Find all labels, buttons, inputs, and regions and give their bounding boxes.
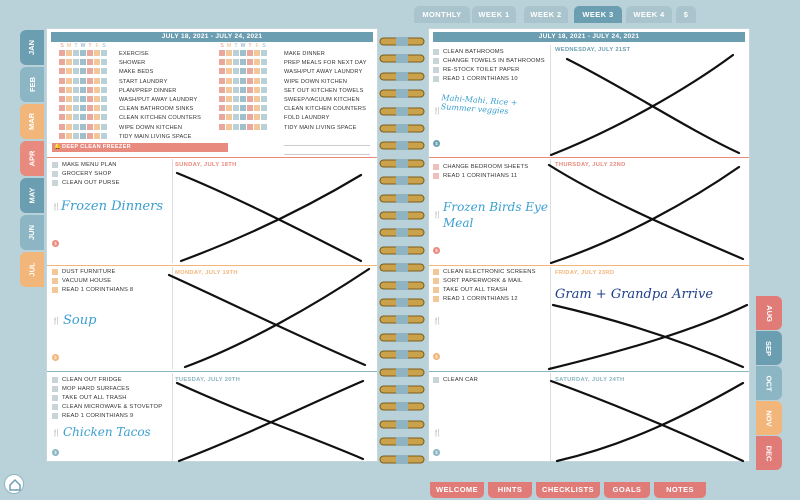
meal-note-thursday: Frozen Birds Eye Meal	[443, 200, 548, 230]
month-tab-mar[interactable]: MAR	[20, 104, 44, 139]
fork-knife-icon: 🍴	[52, 430, 61, 437]
spiral-ring	[378, 329, 426, 338]
spiral-ring	[378, 381, 426, 390]
habit-checkbox[interactable]	[254, 96, 260, 102]
habit-checkbox[interactable]	[219, 50, 225, 56]
spiral-ring	[378, 364, 426, 373]
habit-checkbox[interactable]	[66, 59, 72, 65]
tab-welcome[interactable]: WELCOME	[430, 482, 484, 498]
habit-checkbox[interactable]	[80, 105, 86, 111]
task-item[interactable]: DUST FURNITURE	[52, 269, 116, 275]
task-item[interactable]: CLEAN CAR	[433, 377, 478, 383]
spiral-ring	[378, 224, 426, 233]
habit-checkbox[interactable]	[240, 50, 246, 56]
checkbox[interactable]	[52, 278, 58, 284]
habit-checkbox[interactable]	[80, 124, 86, 130]
habit-item: PREP MEALS FOR NEXT DAY	[284, 60, 367, 67]
habit-checkbox[interactable]	[59, 87, 65, 93]
habit-checkbox[interactable]	[254, 59, 260, 65]
meal-note-monday: Soup	[63, 313, 97, 328]
habit-checkbox[interactable]	[73, 105, 79, 111]
spiral-ring	[378, 311, 426, 320]
habit-checkbox[interactable]	[233, 59, 239, 65]
spiral-ring	[378, 172, 426, 181]
habit-checkbox[interactable]	[219, 114, 225, 120]
habit-checkbox[interactable]	[247, 105, 253, 111]
habit-checkbox[interactable]	[240, 96, 246, 102]
habit-checkbox[interactable]	[59, 96, 65, 102]
habit-checkbox[interactable]	[219, 124, 225, 130]
cross-out-mark	[171, 165, 371, 265]
habit-item: SHOWER	[119, 60, 146, 67]
habit-checkbox[interactable]	[73, 50, 79, 56]
fork-knife-icon: 🍴	[52, 204, 61, 211]
habit-lines-right	[284, 137, 370, 155]
tab-budget[interactable]: $	[676, 6, 696, 23]
habit-checkbox[interactable]	[66, 50, 72, 56]
dollar-icon: $	[52, 449, 59, 456]
habit-checkbox[interactable]	[87, 50, 93, 56]
habit-checkbox[interactable]	[73, 68, 79, 74]
habit-checkbox[interactable]	[59, 78, 65, 84]
spiral-ring	[378, 259, 426, 268]
habit-checkbox[interactable]	[240, 114, 246, 120]
checkbox[interactable]	[52, 386, 58, 392]
habit-checkbox[interactable]	[254, 68, 260, 74]
habit-checkbox[interactable]	[80, 68, 86, 74]
habit-checkbox[interactable]	[87, 133, 93, 139]
task-item[interactable]: CLEAN OUT PURSE	[52, 180, 120, 186]
spiral-ring	[378, 190, 426, 199]
habit-checkbox[interactable]	[219, 96, 225, 102]
habit-item: CLEAN KITCHEN COUNTERS	[284, 106, 367, 113]
habit-checkbox[interactable]	[66, 87, 72, 93]
checkbox[interactable]	[52, 377, 58, 383]
day-label-friday: FRIDAY, JULY 23RD	[555, 270, 615, 276]
cross-out-mark	[543, 301, 749, 371]
habit-checkbox[interactable]	[233, 124, 239, 130]
habit-checkbox[interactable]	[261, 50, 267, 56]
spiral-ring	[378, 242, 426, 251]
month-tab-dec[interactable]: DEC	[756, 436, 782, 470]
home-icon[interactable]	[4, 474, 24, 494]
checkbox[interactable]	[433, 49, 439, 55]
cross-out-mark	[547, 375, 747, 465]
habit-list-right	[284, 50, 367, 133]
habit-checkbox[interactable]	[94, 105, 100, 111]
spiral-ring	[378, 33, 426, 42]
habit-checkbox[interactable]	[59, 124, 65, 130]
meal-note-wednesday: Mahi-Mahi, Rice + Summer veggies	[440, 93, 518, 116]
habit-checkbox[interactable]	[66, 96, 72, 102]
checkbox[interactable]	[433, 67, 439, 73]
month-tab-apr[interactable]: APR	[20, 141, 44, 176]
day-label-thursday: THURSDAY, JULY 22ND	[555, 162, 626, 168]
task-item[interactable]: READ 1 CORINTHIANS 10	[433, 76, 518, 82]
task-item[interactable]: GROCERY SHOP	[52, 171, 112, 177]
habit-checkbox[interactable]	[233, 68, 239, 74]
checkbox[interactable]	[52, 404, 58, 410]
habit-checkbox[interactable]	[247, 78, 253, 84]
habit-checkbox[interactable]	[233, 87, 239, 93]
checkbox[interactable]	[52, 162, 58, 168]
habit-checkbox[interactable]	[247, 68, 253, 74]
habit-checkbox[interactable]	[94, 68, 100, 74]
tab-week-4[interactable]: WEEK 4	[626, 6, 672, 23]
month-tab-sep[interactable]: SEP	[756, 331, 782, 365]
habit-item: CLEAN KITCHEN COUNTERS	[119, 115, 202, 122]
month-tab-oct[interactable]: OCT	[756, 366, 782, 400]
cross-out-mark	[167, 375, 373, 465]
checkbox[interactable]	[433, 173, 439, 179]
habit-item: START LAUNDRY	[119, 78, 168, 85]
dollar-icon: $	[433, 449, 440, 456]
task-item[interactable]: READ 1 CORINTHIANS 9	[52, 413, 133, 419]
habit-item: TIDY MAIN LIVING SPACE	[119, 133, 192, 140]
habit-checkbox[interactable]	[254, 78, 260, 84]
day-label-saturday: SATURDAY, JULY 24TH	[555, 377, 625, 383]
fork-knife-icon: 🍴	[52, 318, 61, 325]
habit-checkbox[interactable]	[80, 59, 86, 65]
habit-checkbox[interactable]	[87, 59, 93, 65]
spiral-ring	[378, 120, 426, 129]
habit-checkbox[interactable]	[226, 68, 232, 74]
habit-checkbox[interactable]	[80, 87, 86, 93]
habit-checkbox[interactable]	[94, 59, 100, 65]
spiral-ring	[378, 346, 426, 355]
habit-checkbox[interactable]	[101, 68, 107, 74]
habit-item: TIDY MAIN LIVING SPACE	[284, 124, 357, 131]
task-item[interactable]: SORT PAPERWORK & MAIL	[433, 278, 522, 284]
task-item[interactable]: CLEAN ELECTRONIC SCREENS	[433, 269, 536, 275]
checkbox[interactable]	[52, 171, 58, 177]
habit-item: EXERCISE	[119, 51, 149, 57]
habit-checkbox[interactable]	[80, 133, 86, 139]
habit-checkbox[interactable]	[219, 78, 225, 84]
habit-checkbox[interactable]	[101, 50, 107, 56]
habit-checkbox[interactable]	[94, 50, 100, 56]
habit-grid-left[interactable]	[59, 50, 108, 140]
checkbox[interactable]	[52, 269, 58, 275]
fork-knife-icon: 🍴	[433, 212, 442, 219]
spiral-ring	[378, 50, 426, 59]
fork-knife-icon: 🍴	[433, 108, 442, 115]
task-item[interactable]: CHANGE BEDROOM SHEETS	[433, 164, 528, 170]
habit-checkbox[interactable]	[87, 87, 93, 93]
spiral-ring	[378, 277, 426, 286]
habit-checkbox[interactable]	[94, 133, 100, 139]
habit-checkbox[interactable]	[226, 96, 232, 102]
day-label-wednesday: WEDNESDAY, JULY 21ST	[555, 47, 631, 53]
habit-checkbox[interactable]	[101, 59, 107, 65]
habit-checkbox[interactable]	[59, 50, 65, 56]
habit-checkbox[interactable]	[101, 105, 107, 111]
checkbox[interactable]	[433, 76, 439, 82]
habit-checkbox[interactable]	[261, 87, 267, 93]
habit-checkbox[interactable]	[226, 114, 232, 120]
habit-checkbox[interactable]	[240, 124, 246, 130]
habit-checkbox[interactable]	[219, 68, 225, 74]
tab-notes[interactable]: NOTES	[654, 482, 706, 498]
checkbox[interactable]	[433, 296, 439, 302]
habit-checkbox[interactable]	[261, 96, 267, 102]
checkbox[interactable]	[433, 58, 439, 64]
fork-knife-icon: 🍴	[433, 430, 442, 437]
checkbox[interactable]	[433, 269, 439, 275]
habit-checkbox[interactable]	[59, 133, 65, 139]
habit-item: SWEEP/VACUUM KITCHEN	[284, 97, 360, 104]
habit-checkbox[interactable]	[247, 124, 253, 130]
tab-week-1[interactable]: WEEK 1	[472, 6, 516, 23]
checkbox[interactable]	[52, 287, 58, 293]
habit-checkbox[interactable]	[73, 87, 79, 93]
habit-item: WIPE DOWN KITCHEN	[119, 124, 183, 131]
tab-hints[interactable]: HINTS	[488, 482, 532, 498]
habit-checkbox[interactable]	[233, 50, 239, 56]
date-range-header: JULY 18, 2021 - JULY 24, 2021	[51, 32, 373, 42]
habit-item: WASH/PUT AWAY LAUNDRY	[119, 97, 198, 104]
habit-checkbox[interactable]	[226, 124, 232, 130]
date-range-header: JULY 18, 2021 - JULY 24, 2021	[433, 32, 745, 42]
task-item[interactable]: MAKE MENU PLAN	[52, 162, 117, 168]
habit-checkbox[interactable]	[87, 105, 93, 111]
habit-checkbox[interactable]	[87, 78, 93, 84]
habit-checkbox[interactable]	[261, 59, 267, 65]
habit-checkbox[interactable]	[254, 87, 260, 93]
task-item[interactable]: CHANGE TOWELS IN BATHROOMS	[433, 58, 545, 64]
spiral-ring	[378, 398, 426, 407]
habit-checkbox[interactable]	[240, 68, 246, 74]
habit-checkbox[interactable]	[80, 96, 86, 102]
habit-checkbox[interactable]	[240, 87, 246, 93]
habit-item: SET OUT KITCHEN TOWELS	[284, 87, 364, 94]
tab-checklists[interactable]: CHECKLISTS	[536, 482, 600, 498]
habit-checkbox[interactable]	[80, 114, 86, 120]
deep-clean-banner: 🔔 DEEP CLEAN FREEZER	[52, 143, 228, 152]
spiral-ring	[378, 207, 426, 216]
right-page	[428, 28, 750, 462]
month-tab-nov[interactable]: NOV	[756, 401, 782, 435]
spiral-ring	[378, 451, 426, 460]
task-item[interactable]: READ 1 CORINTHIANS 12	[433, 296, 518, 302]
habit-checkbox[interactable]	[73, 96, 79, 102]
habit-checkbox[interactable]	[87, 68, 93, 74]
cross-out-mark	[165, 265, 375, 371]
checkbox[interactable]	[52, 413, 58, 419]
habit-checkbox[interactable]	[73, 59, 79, 65]
habit-checkbox[interactable]	[226, 59, 232, 65]
spiral-ring	[378, 155, 426, 164]
month-tab-jan[interactable]: JAN	[20, 30, 44, 65]
checkbox[interactable]	[52, 180, 58, 186]
day-label-sunday: SUNDAY, JULY 18TH	[175, 162, 237, 168]
habit-checkbox[interactable]	[254, 50, 260, 56]
habit-checkbox[interactable]	[261, 124, 267, 130]
divider	[47, 157, 377, 158]
habit-checkbox[interactable]	[73, 78, 79, 84]
cross-out-mark	[547, 49, 747, 159]
spiral-ring	[378, 416, 426, 425]
habit-checkbox[interactable]	[66, 78, 72, 84]
habit-checkbox[interactable]	[219, 87, 225, 93]
habit-checkbox[interactable]	[233, 114, 239, 120]
habit-checkbox[interactable]	[233, 96, 239, 102]
habit-checkbox[interactable]	[94, 96, 100, 102]
task-item[interactable]: CLEAN MICROWAVE & STOVETOP	[52, 404, 162, 410]
dollar-icon: $	[433, 140, 440, 147]
habit-checkbox[interactable]	[101, 78, 107, 84]
tab-week-3[interactable]: WEEK 3	[574, 6, 622, 23]
habit-checkbox[interactable]	[233, 105, 239, 111]
event-note-friday: Gram + Grandpa Arrive	[555, 287, 714, 302]
habit-checkbox[interactable]	[59, 68, 65, 74]
checkbox[interactable]	[433, 164, 439, 170]
habit-checkbox[interactable]	[261, 114, 267, 120]
habit-item: WIPE DOWN KITCHEN	[284, 78, 348, 85]
habit-checkbox[interactable]	[226, 87, 232, 93]
meal-note-sunday: Frozen Dinners	[61, 199, 164, 214]
checkbox[interactable]	[433, 377, 439, 383]
checkbox[interactable]	[433, 278, 439, 284]
habit-checkbox[interactable]	[59, 114, 65, 120]
habit-checkbox[interactable]	[261, 68, 267, 74]
habit-checkbox[interactable]	[94, 124, 100, 130]
habit-checkbox[interactable]	[219, 59, 225, 65]
habit-checkbox[interactable]	[94, 87, 100, 93]
habit-checkbox[interactable]	[247, 96, 253, 102]
habit-checkbox[interactable]	[66, 124, 72, 130]
spiral-ring	[378, 137, 426, 146]
dollar-icon: $	[52, 354, 59, 361]
task-item[interactable]: CLEAN OUT FRIDGE	[52, 377, 122, 383]
habit-item: WASH/PUT AWAY LAUNDRY	[284, 69, 363, 76]
habit-checkbox[interactable]	[87, 114, 93, 120]
tab-goals[interactable]: GOALS	[604, 482, 650, 498]
spiral-ring	[378, 103, 426, 112]
checkbox[interactable]	[433, 287, 439, 293]
habit-checkbox[interactable]	[80, 78, 86, 84]
habit-checkbox[interactable]	[80, 50, 86, 56]
habit-checkbox[interactable]	[247, 50, 253, 56]
habit-checkbox[interactable]	[66, 105, 72, 111]
habit-item: FOLD LAUNDRY	[284, 115, 330, 122]
habit-checkbox[interactable]	[101, 87, 107, 93]
habit-days-header-left: S M T W T F S	[60, 43, 106, 49]
habit-checkbox[interactable]	[240, 78, 246, 84]
habit-checkbox[interactable]	[254, 105, 260, 111]
habit-item: MAKE DINNER	[284, 51, 326, 57]
habit-checkbox[interactable]	[233, 78, 239, 84]
habit-checkbox[interactable]	[254, 114, 260, 120]
tab-monthly[interactable]: MONTHLY	[414, 6, 470, 23]
task-item[interactable]: RE-STOCK TOILET PAPER	[433, 67, 519, 73]
left-page	[46, 28, 378, 462]
habit-checkbox[interactable]	[66, 133, 72, 139]
habit-checkbox[interactable]	[254, 124, 260, 130]
divider	[429, 371, 749, 372]
cross-out-mark	[543, 159, 749, 265]
habit-checkbox[interactable]	[73, 114, 79, 120]
task-item[interactable]: MOP HARD SURFACES	[52, 386, 129, 392]
habit-checkbox[interactable]	[59, 59, 65, 65]
habit-checkbox[interactable]	[73, 133, 79, 139]
spiral-ring	[378, 433, 426, 442]
tab-week-2[interactable]: WEEK 2	[524, 6, 568, 23]
task-item[interactable]: CLEAN BATHROOMS	[433, 49, 504, 55]
dollar-icon: $	[433, 353, 440, 360]
habit-checkbox[interactable]	[247, 114, 253, 120]
habit-checkbox[interactable]	[73, 124, 79, 130]
habit-checkbox[interactable]	[101, 124, 107, 130]
task-item[interactable]: READ 1 CORINTHIANS 8	[52, 287, 133, 293]
spiral-ring	[378, 68, 426, 77]
habit-checkbox[interactable]	[226, 105, 232, 111]
task-item[interactable]: VACUUM HOUSE	[52, 278, 111, 284]
habit-checkbox[interactable]	[101, 133, 107, 139]
habit-checkbox[interactable]	[66, 114, 72, 120]
checkbox[interactable]	[52, 395, 58, 401]
bell-icon: 🔔	[54, 144, 62, 150]
habit-checkbox[interactable]	[261, 78, 267, 84]
spiral-ring	[378, 294, 426, 303]
habit-checkbox[interactable]	[94, 114, 100, 120]
task-item[interactable]: TAKE OUT ALL TRASH	[433, 287, 508, 293]
habit-checkbox[interactable]	[240, 59, 246, 65]
task-item[interactable]: READ 1 CORINTHIANS 11	[433, 173, 517, 179]
habit-checkbox[interactable]	[59, 105, 65, 111]
habit-item: MAKE BEDS	[119, 69, 154, 76]
month-tab-jun[interactable]: JUN	[20, 215, 44, 250]
habit-item: CLEAN BATHROOM SINKS	[119, 106, 194, 113]
habit-checkbox[interactable]	[247, 87, 253, 93]
habit-item: PLAN/PREP DINNER	[119, 87, 177, 94]
habit-checkbox[interactable]	[261, 105, 267, 111]
spiral-ring	[378, 85, 426, 94]
habit-checkbox[interactable]	[219, 105, 225, 111]
habit-checkbox[interactable]	[240, 105, 246, 111]
habit-checkbox[interactable]	[101, 96, 107, 102]
day-label-tuesday: TUESDAY, JULY 20TH	[175, 377, 241, 383]
habit-checkbox[interactable]	[247, 59, 253, 65]
task-item[interactable]: TAKE OUT ALL TRASH	[52, 395, 127, 401]
month-tab-aug[interactable]: AUG	[756, 296, 782, 330]
month-tab-may[interactable]: MAY	[20, 178, 44, 213]
habit-list-left	[119, 50, 201, 142]
habit-checkbox[interactable]	[87, 124, 93, 130]
habit-checkbox[interactable]	[87, 96, 93, 102]
dollar-icon: $	[52, 240, 59, 247]
habit-checkbox[interactable]	[226, 78, 232, 84]
meal-note-tuesday: Chicken Tacos	[63, 425, 151, 439]
day-label-monday: MONDAY, JULY 19TH	[175, 270, 238, 276]
habit-days-header-right: S M T W T F S	[220, 43, 266, 49]
month-tab-feb[interactable]: FEB	[20, 67, 44, 102]
habit-checkbox[interactable]	[94, 78, 100, 84]
month-tab-jul[interactable]: JUL	[20, 252, 44, 287]
habit-checkbox[interactable]	[226, 50, 232, 56]
fork-knife-icon: 🍴	[433, 318, 442, 325]
habit-grid-right[interactable]	[219, 50, 268, 140]
habit-checkbox[interactable]	[66, 68, 72, 74]
dollar-icon: $	[433, 247, 440, 254]
divider	[47, 371, 377, 372]
habit-checkbox[interactable]	[101, 114, 107, 120]
divider	[429, 265, 749, 266]
